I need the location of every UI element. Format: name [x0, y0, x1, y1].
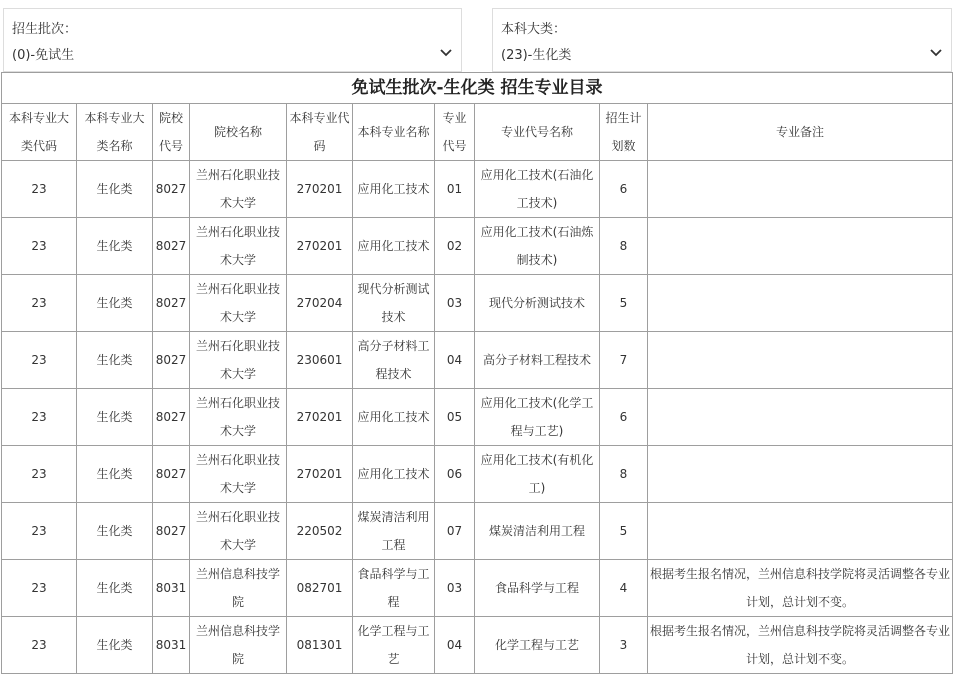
cell-category-name: 生化类 — [77, 161, 153, 218]
cell-major-code: 230601 — [287, 332, 353, 389]
header-school-code: 院校代号 — [153, 104, 190, 161]
table-row — [2, 446, 953, 503]
cell-category-code: 23 — [2, 332, 77, 389]
header-school-name: 院校名称 — [190, 104, 287, 161]
cell-plan-count: 4 — [600, 560, 648, 617]
table-row — [2, 275, 953, 332]
batch-filter-label: 招生批次： — [12, 22, 78, 37]
cell-school-code: 8027 — [153, 389, 190, 446]
cell-category-code: 23 — [2, 389, 77, 446]
category-filter — [492, 8, 952, 72]
cell-category-code: 23 — [2, 560, 77, 617]
cell-category-code: 23 — [2, 503, 77, 560]
header-plan-count: 招生计划数 — [600, 104, 648, 161]
cell-program-code: 04 — [435, 617, 475, 674]
cell-category-name: 生化类 — [77, 332, 153, 389]
header-program-name: 专业代号名称 — [475, 104, 600, 161]
cell-school-name: 兰州石化职业技术大学 — [190, 389, 287, 446]
cell-remark: 根据考生报名情况，兰州信息科技学院将灵活调整各专业计划，总计划不变。 — [648, 617, 953, 674]
batch-select-value: (0)-免试生 — [12, 47, 75, 63]
cell-school-code: 8031 — [153, 560, 190, 617]
cell-program-code: 02 — [435, 218, 475, 275]
cell-major-code: 220502 — [287, 503, 353, 560]
cell-category-name: 生化类 — [77, 218, 153, 275]
cell-major-name: 应用化工技术 — [353, 218, 435, 275]
cell-plan-count: 8 — [600, 446, 648, 503]
cell-program-code: 05 — [435, 389, 475, 446]
major-catalog-table — [1, 72, 953, 674]
cell-plan-count: 6 — [600, 161, 648, 218]
cell-major-name: 食品科学与工程 — [353, 560, 435, 617]
cell-category-name: 生化类 — [77, 389, 153, 446]
cell-school-name: 兰州石化职业技术大学 — [190, 503, 287, 560]
header-category-name: 本科专业大类名称 — [77, 104, 153, 161]
cell-major-name: 现代分析测试技术 — [353, 275, 435, 332]
cell-program-code: 06 — [435, 446, 475, 503]
cell-school-name: 兰州信息科技学院 — [190, 560, 287, 617]
cell-school-code: 8031 — [153, 617, 190, 674]
cell-remark — [648, 161, 953, 218]
category-select[interactable] — [495, 41, 949, 65]
cell-program-code: 04 — [435, 332, 475, 389]
cell-category-code: 23 — [2, 275, 77, 332]
cell-school-code: 8027 — [153, 446, 190, 503]
cell-major-name: 煤炭清洁利用工程 — [353, 503, 435, 560]
cell-school-code: 8027 — [153, 275, 190, 332]
cell-major-code: 270201 — [287, 389, 353, 446]
filter-bar — [0, 0, 957, 72]
cell-program-code: 03 — [435, 560, 475, 617]
cell-major-code: 270204 — [287, 275, 353, 332]
cell-major-code: 082701 — [287, 560, 353, 617]
cell-remark: 根据考生报名情况，兰州信息科技学院将灵活调整各专业计划，总计划不变。 — [648, 560, 953, 617]
table-row — [2, 332, 953, 389]
category-select-value: (23)-生化类 — [501, 47, 572, 63]
cell-program-name: 应用化工技术(化学工程与工艺) — [475, 389, 600, 446]
header-major-code: 本科专业代码 — [287, 104, 353, 161]
cell-school-code: 8027 — [153, 503, 190, 560]
cell-remark — [648, 275, 953, 332]
category-filter-label: 本科大类： — [501, 22, 567, 37]
cell-program-name: 食品科学与工程 — [475, 560, 600, 617]
cell-school-code: 8027 — [153, 218, 190, 275]
cell-program-name: 现代分析测试技术 — [475, 275, 600, 332]
cell-school-code: 8027 — [153, 332, 190, 389]
cell-plan-count: 6 — [600, 389, 648, 446]
major-catalog-table-wrapper — [1, 72, 952, 674]
cell-plan-count: 3 — [600, 617, 648, 674]
header-category-code: 本科专业大类代码 — [2, 104, 77, 161]
chevron-down-icon — [439, 46, 453, 60]
cell-program-name: 应用化工技术(石油炼制技术) — [475, 218, 600, 275]
cell-category-name: 生化类 — [77, 275, 153, 332]
cell-major-code: 081301 — [287, 617, 353, 674]
cell-remark — [648, 446, 953, 503]
cell-program-name: 应用化工技术(有机化工) — [475, 446, 600, 503]
batch-filter — [3, 8, 462, 72]
table-row — [2, 161, 953, 218]
chevron-down-icon — [929, 46, 943, 60]
cell-category-name: 生化类 — [77, 617, 153, 674]
cell-program-name: 应用化工技术(石油化工技术) — [475, 161, 600, 218]
cell-program-name: 煤炭清洁利用工程 — [475, 503, 600, 560]
table-row — [2, 560, 953, 617]
cell-school-name: 兰州信息科技学院 — [190, 617, 287, 674]
cell-remark — [648, 218, 953, 275]
table-row — [2, 503, 953, 560]
cell-program-code: 03 — [435, 275, 475, 332]
batch-select[interactable] — [6, 41, 459, 65]
table-row — [2, 218, 953, 275]
table-row — [2, 617, 953, 674]
cell-program-name: 化学工程与工艺 — [475, 617, 600, 674]
cell-category-code: 23 — [2, 218, 77, 275]
cell-category-name: 生化类 — [77, 503, 153, 560]
cell-school-name: 兰州石化职业技术大学 — [190, 446, 287, 503]
cell-remark — [648, 503, 953, 560]
cell-category-code: 23 — [2, 446, 77, 503]
cell-remark — [648, 389, 953, 446]
cell-program-code: 01 — [435, 161, 475, 218]
table-title: 免试生批次-生化类 招生专业目录 — [2, 73, 953, 104]
cell-major-code: 270201 — [287, 446, 353, 503]
cell-major-name: 应用化工技术 — [353, 446, 435, 503]
table-row — [2, 389, 953, 446]
header-program-code: 专业代号 — [435, 104, 475, 161]
cell-plan-count: 8 — [600, 218, 648, 275]
header-remark: 专业备注 — [648, 104, 953, 161]
cell-major-code: 270201 — [287, 161, 353, 218]
cell-category-code: 23 — [2, 617, 77, 674]
cell-major-name: 应用化工技术 — [353, 161, 435, 218]
cell-school-code: 8027 — [153, 161, 190, 218]
cell-category-name: 生化类 — [77, 560, 153, 617]
cell-category-code: 23 — [2, 161, 77, 218]
cell-school-name: 兰州石化职业技术大学 — [190, 275, 287, 332]
cell-program-code: 07 — [435, 503, 475, 560]
cell-major-code: 270201 — [287, 218, 353, 275]
cell-major-name: 应用化工技术 — [353, 389, 435, 446]
cell-school-name: 兰州石化职业技术大学 — [190, 332, 287, 389]
header-major-name: 本科专业名称 — [353, 104, 435, 161]
cell-remark — [648, 332, 953, 389]
cell-plan-count: 7 — [600, 332, 648, 389]
cell-program-name: 高分子材料工程技术 — [475, 332, 600, 389]
cell-category-name: 生化类 — [77, 446, 153, 503]
cell-plan-count: 5 — [600, 275, 648, 332]
cell-school-name: 兰州石化职业技术大学 — [190, 218, 287, 275]
cell-school-name: 兰州石化职业技术大学 — [190, 161, 287, 218]
cell-plan-count: 5 — [600, 503, 648, 560]
cell-major-name: 高分子材料工程技术 — [353, 332, 435, 389]
cell-major-name: 化学工程与工艺 — [353, 617, 435, 674]
